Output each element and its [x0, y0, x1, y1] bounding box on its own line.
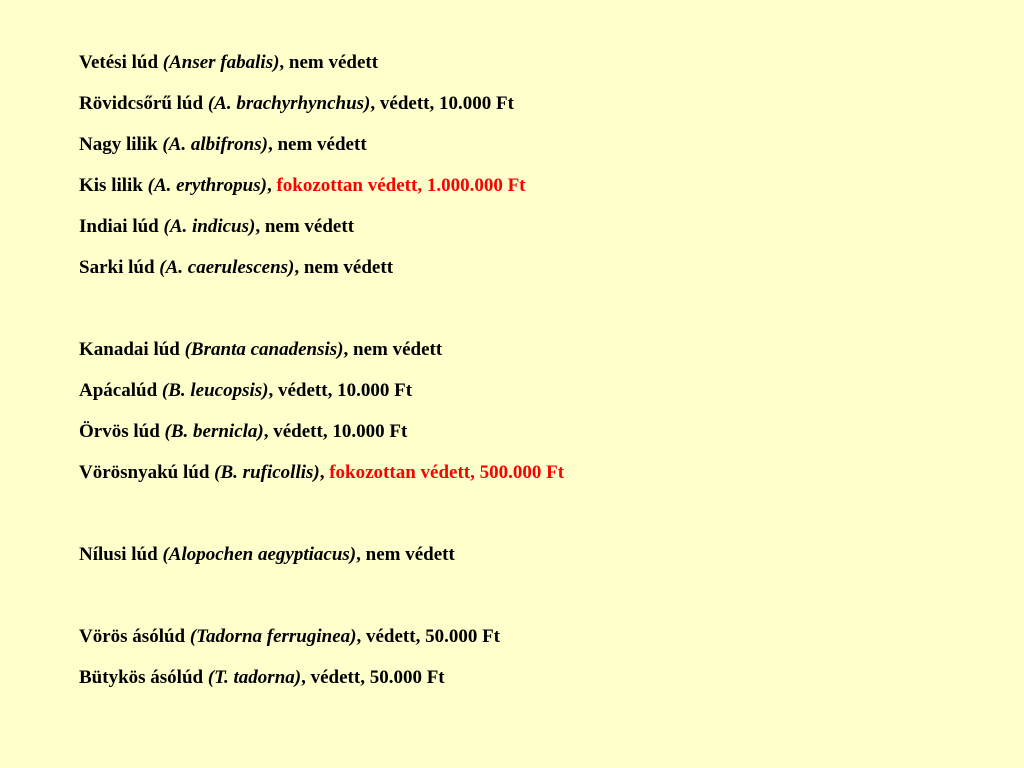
species-line-sarki-lud: Sarki lúd (A. caerulescens), nem védett — [79, 257, 394, 278]
common-name: Rövidcsőrű lúd — [79, 93, 204, 114]
protection-status: nem védett — [365, 544, 455, 565]
protection-status-highlighted: fokozottan védett, 1.000.000 Ft — [276, 175, 526, 196]
common-name: Kanadai lúd — [79, 339, 180, 360]
species-line-kanadai-lud: Kanadai lúd (Branta canadensis), nem védett — [79, 339, 443, 360]
scientific-name: (A. indicus) — [163, 216, 256, 237]
scientific-name: (B. leucopsis) — [161, 380, 269, 401]
species-line-orvos-lud: Örvös lúd (B. bernicla), védett, 10.000 Ft — [79, 421, 408, 442]
protection-status: nem védett — [264, 216, 355, 237]
protection-status: védett, 10.000 Ft — [273, 421, 408, 442]
common-name: Indiai lúd — [79, 216, 159, 237]
common-name: Apácalúd — [79, 380, 158, 401]
scientific-name: (A. erythropus) — [147, 175, 267, 196]
protection-status: védett, 10.000 Ft — [278, 380, 413, 401]
common-name: Nílusi lúd — [79, 544, 158, 565]
scientific-name: (A. albifrons) — [162, 134, 268, 155]
scientific-name: (B. bernicla) — [164, 421, 264, 442]
species-line-apacalud: Apácalúd (B. leucopsis), védett, 10.000 Ft — [79, 380, 413, 401]
species-line-rovidcsoru-lud: Rövidcsőrű lúd (A. brachyrhynchus), védett, 10.000 Ft — [79, 93, 514, 114]
common-name: Örvös lúd — [79, 421, 160, 442]
protection-status: nem védett — [277, 134, 367, 155]
protection-status-highlighted: fokozottan védett, 500.000 Ft — [329, 462, 565, 483]
scientific-name: (T. tadorna) — [207, 667, 302, 688]
protection-status: nem védett — [353, 339, 443, 360]
common-name: Vörös ásólúd — [79, 626, 186, 647]
species-line-indiai-lud: Indiai lúd (A. indicus), nem védett — [79, 216, 355, 237]
common-name: Sarki lúd — [79, 257, 155, 278]
scientific-name: (Tadorna ferruginea) — [189, 626, 357, 647]
protection-status: nem védett — [303, 257, 394, 278]
protection-status: védett, 10.000 Ft — [379, 93, 514, 114]
species-line-voros-asolud: Vörös ásólúd (Tadorna ferruginea), védett, 50.000 Ft — [79, 626, 501, 647]
species-line-vetesi-lud: Vetési lúd (Anser fabalis), nem védett — [79, 52, 379, 73]
protection-status: védett, 50.000 Ft — [365, 626, 501, 647]
protection-status: nem védett — [288, 52, 379, 73]
species-line-vorosnyaku-lud: Vörösnyakú lúd (B. ruficollis), fokozottan védett, 500.000 Ft — [79, 462, 565, 483]
scientific-name: (A. caerulescens) — [159, 257, 295, 278]
common-name: Vetési lúd — [79, 52, 159, 73]
scientific-name: (Branta canadensis) — [184, 339, 344, 360]
common-name: Kis lilik — [79, 175, 143, 196]
common-name: Vörösnyakú lúd — [79, 462, 210, 483]
common-name: Nagy lilik — [79, 134, 158, 155]
scientific-name: (B. ruficollis) — [214, 462, 320, 483]
protection-status: védett, 50.000 Ft — [310, 667, 445, 688]
common-name: Bütykös ásólúd — [79, 667, 204, 688]
species-line-butykos-asolud: Bütykös ásólúd (T. tadorna), védett, 50.000 Ft — [79, 667, 445, 688]
species-line-nagy-lilik: Nagy lilik (A. albifrons), nem védett — [79, 134, 367, 155]
scientific-name: (A. brachyrhynchus) — [207, 93, 371, 114]
scientific-name: (Anser fabalis) — [162, 52, 280, 73]
species-line-kis-lilik: Kis lilik (A. erythropus), fokozottan védett, 1.000.000 Ft — [79, 175, 526, 196]
species-line-nilusi-lud: Nílusi lúd (Alopochen aegyptiacus), nem védett — [79, 544, 455, 565]
scientific-name: (Alopochen aegyptiacus) — [162, 544, 357, 565]
